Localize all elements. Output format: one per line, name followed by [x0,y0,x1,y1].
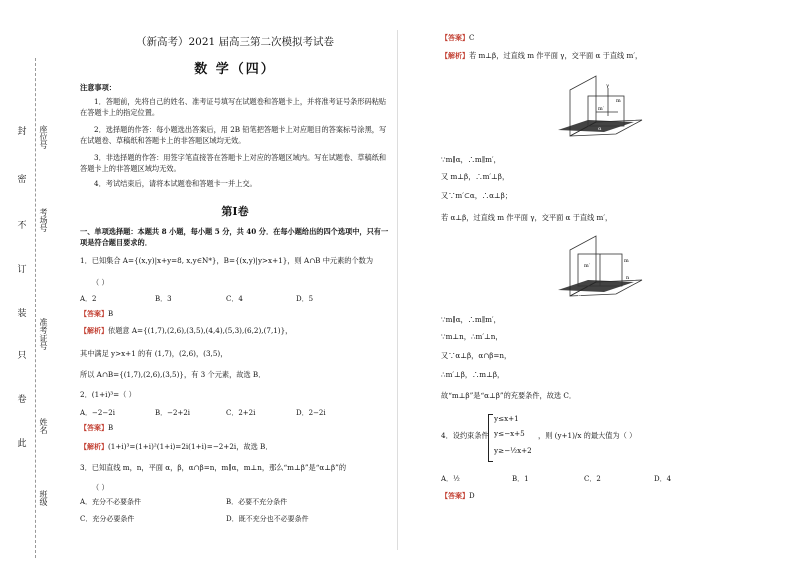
q3-analysis-text: 若 m⊥β，过直线 m 作平面 γ，交平面 α 于直线 m′， [469,51,643,60]
figure-label: m [616,98,621,104]
exam-subtitle: 数 学（四） [194,62,276,77]
q2-option-c: C．2+2i [226,409,256,417]
q3-answer-value: C [469,34,475,42]
answer-tag: 【答案】 [80,423,108,432]
binding-line [35,58,36,558]
q1-option-d: D．5 [296,295,314,303]
figure-label: m [624,258,629,264]
q3-line: 又 m⊥β，∴m′⊥β， [441,172,510,181]
q4-option-c: C．2 [584,475,601,483]
q3-line: 又∵m′⊂α，∴α⊥β； [441,191,513,200]
q3-stem: 3．已知直线 m，n，平面 α，β，α∩β=n，m∥α，m⊥n，那么“m⊥β”是“α⊥β”的 [80,463,347,472]
notes-heading: 注意事项： [80,83,116,92]
q4-constraint: y≥−½x+2 [494,446,532,455]
q2-answer-value: B [108,424,114,432]
part-title: 第Ⅰ卷 [221,205,249,218]
figure-planes-1 [548,72,644,144]
q3-paren: （ ） [92,483,109,492]
q2-stem: 2．(1+i)³=（ ） [80,390,136,399]
q1-answer-value: B [108,310,114,318]
section-heading: 一、单项选择题：本题共 8 小题，每小题 5 分，共 40 分．在每小题给出的四个选项中，只有一项是符合题目要求的． [80,227,389,247]
answer-tag: 【答案】 [441,491,469,500]
field-seat: 座位号 [39,125,48,149]
q4-option-b: B．1 [512,475,529,483]
note-item: 3．非选择题的作答：用签字笔直接答在答题卡上对应的答题区域内。写在试题卷、草稿纸和答题卡上的非答题区域均无效。 [80,153,387,173]
note-item: 2．选择题的作答：每小题选出答案后，用 2B 铅笔把答题卡上对应题目的答案标号涂黑，写在试题卷、草稿纸和答题卡上的非答题区域均无效。 [80,125,387,145]
q3-conclusion: 故“m⊥β”是“α⊥β”的充要条件，故选 C． [441,391,577,400]
q1-analysis-line: 其中满足 y>x+1 的有 (1,7)，(2,6)，(3,5)， [80,349,228,358]
note-item: 4．考试结束后，请将本试题卷和答题卡一并上交。 [94,179,257,188]
q1-option-a: A．2 [80,295,97,303]
q4-answer [441,491,475,501]
page-divider [397,30,398,550]
q1-paren: （ ） [92,278,109,287]
binding-char: 密 [17,175,27,185]
q2-option-d: D．2−2i [296,409,326,417]
q3-option-a: A．充分不必要条件 [80,498,142,506]
q1-stem: 1．已知集合 A={(x,y)|x+y=8, x,y∈N*}，B={(x,y)|y>x+1}，则 A∩B 中元素的个数为 [80,256,374,265]
q3-option-c: C．充分必要条件 [80,515,135,523]
q1-analysis [80,325,392,336]
figure-label: m′ [598,106,604,112]
figure-label: α [598,126,602,132]
q3-analysis-2: 若 α⊥β，过直线 m 作平面 γ，交平面 α 于直线 m′， [441,213,613,222]
q4-prefix: 4．设约束条件 [441,431,489,440]
q1-analysis-line: 依题意 A={(1,7),(2,6),(3,5),(4,4),(5,3),(6,2),(7,1)}， [108,326,293,335]
binding-char: 此 [17,439,27,449]
answer-tag: 【答案】 [80,309,108,318]
figure-label: n [626,275,630,281]
binding-char: 卷 [17,395,27,405]
figure-label: m′ [584,263,590,269]
q1-option-c: C．4 [226,295,243,303]
analysis-tag: 【解析】 [80,442,108,451]
binding-char: 只 [17,351,27,361]
field-ticket: 准考证号 [39,318,48,350]
q1-option-b: B．3 [155,295,172,303]
q3-option-d: D．既不充分也不必要条件 [226,515,309,523]
q1-answer [80,309,113,319]
field-class: 班级 [39,490,48,506]
answer-tag: 【答案】 [441,33,469,42]
figure-planes-2 [548,232,644,304]
q3-line: ∵m⊥n，∴m′⊥n， [441,332,503,341]
field-room: 考场号 [39,208,48,232]
q2-answer [80,423,113,433]
figure-label: γ [606,83,609,89]
q2-analysis [80,441,392,452]
q3-line: ∴m′⊥β，∴m⊥β， [441,370,505,379]
q3-line: 又∵α⊥β，α∩β=n， [441,351,512,360]
q2-option-b: B．−2+2i [155,409,191,417]
q4-brace [488,414,493,462]
binding-char: 不 [17,221,27,231]
binding-char: 封 [17,127,27,137]
figure-label: β [578,292,581,298]
q3-line: ∵m∥α，∴m∥m′， [441,315,501,324]
q3-option-b: B．必要不充分条件 [226,498,288,506]
q4-option-a: A．½ [441,475,460,483]
q4-answer-value: D [469,492,475,500]
analysis-tag: 【解析】 [80,326,108,335]
field-name: 姓名 [39,418,48,434]
q4-constraint: y≤−x+5 [494,429,525,438]
binding-char: 订 [17,265,27,275]
note-item: 1．答题前，先将自己的姓名、准考证号填写在试题卷和答题卡上，并将准考证号条形码粘贴在答题卡上的指定位置。 [80,97,387,117]
q2-option-a: A．−2−2i [80,409,115,417]
exam-title: （新高考）2021 届高三第二次模拟考试卷 [135,36,335,48]
q3-answer [441,33,474,43]
binding-char: 装 [17,309,27,319]
analysis-tag: 【解析】 [441,51,469,60]
q3-line: ∵m∥α，∴m∥m′， [441,155,501,164]
q4-suffix: ，则 (y+1)/x 的最大值为（ ） [538,431,637,440]
q2-analysis-text: (1+i)³=(1+i)²(1+i)=2i(1+i)=−2+2i，故选 B． [108,442,273,451]
q1-analysis-line: 所以 A∩B={(1,7),(2,6),(3,5)}，有 3 个元素，故选 B． [80,370,266,379]
q3-analysis-1 [441,50,771,61]
q4-option-d: D．4 [654,475,672,483]
q4-constraint: y≤x+1 [494,414,519,423]
